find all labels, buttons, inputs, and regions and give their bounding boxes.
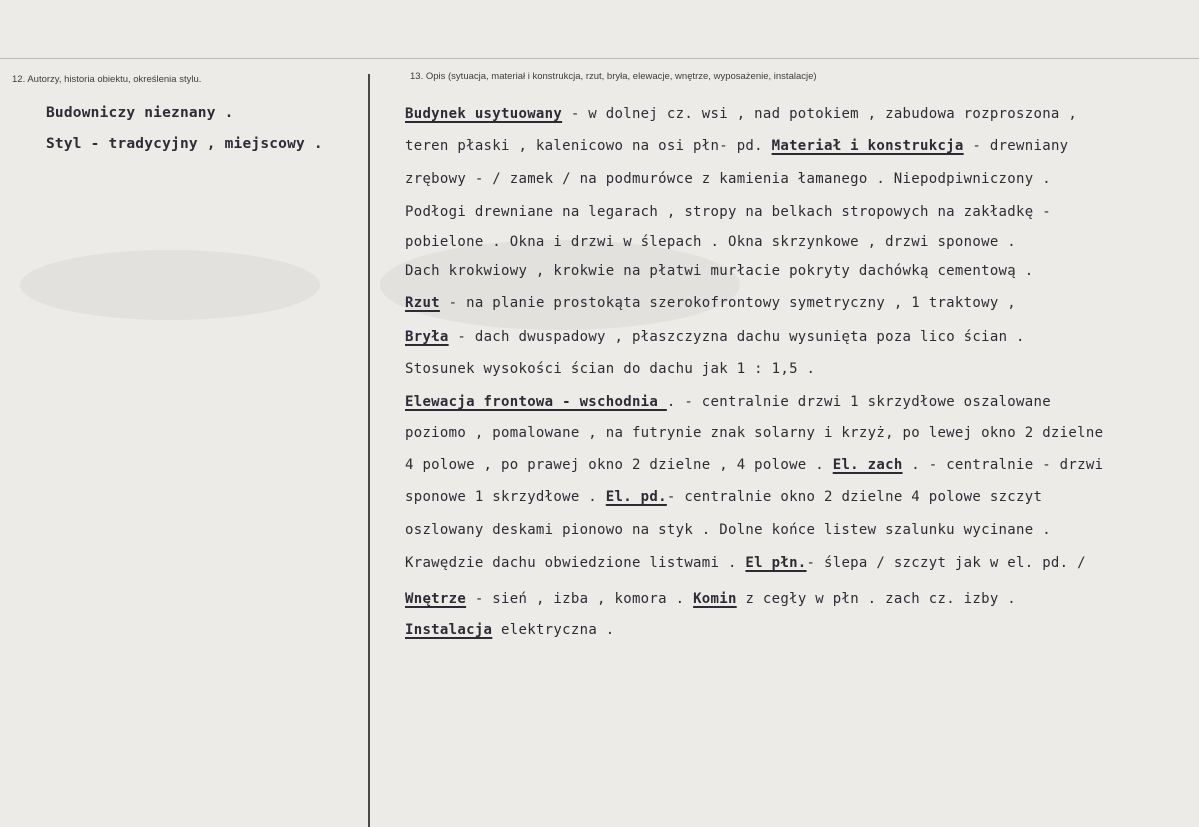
description-line: Podłogi drewniane na legarach , stropy na belkach stropowych na zakładkę - <box>405 204 1051 220</box>
heading-location: Budynek usytuowany <box>405 106 563 122</box>
description-line: pobielone . Okna i drzwi w ślepach . Okna skrzynkowe , drzwi sponowe . <box>405 234 1017 250</box>
text: 4 polowe , po prawej okno 2 dzielne , 4 polowe . <box>405 457 833 473</box>
heading-chimney: Komin <box>693 591 737 607</box>
description-line <box>405 622 615 638</box>
builder-line: Budowniczy nieznany . <box>46 105 234 121</box>
top-rule <box>0 58 1199 59</box>
heading-north-elevation: El płn. <box>745 555 807 571</box>
heading-massing: Bryła <box>405 329 449 345</box>
text: - w dolnej cz. wsi , nad potokiem , zabudowa rozproszona , <box>562 106 1078 122</box>
text: elektryczna . <box>492 622 615 638</box>
description-line <box>405 555 1086 571</box>
description-line <box>405 457 1103 473</box>
column-divider <box>368 74 370 827</box>
description-line <box>405 489 1042 505</box>
description-line <box>405 591 1016 607</box>
text: z cegły w płn . zach cz. izby . <box>736 591 1017 607</box>
text: - drewniany <box>963 138 1069 154</box>
description-line <box>405 329 1025 345</box>
heading-front-elevation: Elewacja frontowa - wschodnia <box>405 394 667 410</box>
text: teren płaski , kalenicowo na osi płn- pd. <box>405 138 772 154</box>
description-line: Stosunek wysokości ścian do dachu jak 1 : 1,5 . <box>405 361 816 377</box>
heading-material: Materiał i konstrukcja <box>771 138 964 154</box>
text: . - centralnie drzwi 1 skrzydłowe oszalowane <box>666 394 1051 410</box>
description-line: poziomo , pomalowane , na futrynie znak solarny i krzyż, po lewej okno 2 dzielne <box>405 425 1104 441</box>
section-12-header: 12. Autorzy, historia obiektu, określenia stylu. <box>12 74 202 85</box>
text: - dach dwuspadowy , płaszczyzna dachu wysunięta poza lico ścian . <box>448 329 1025 345</box>
style-line: Styl - tradycyjny , miejscowy . <box>46 136 323 152</box>
text: sponowe 1 skrzydłowe . <box>405 489 606 505</box>
description-line <box>405 394 1051 410</box>
section-13-header: 13. Opis (sytuacja, materiał i konstrukcja, rzut, bryła, elewacje, wnętrze, wyposażenie, instalacje) <box>410 71 817 82</box>
heading-interior: Wnętrze <box>405 591 467 607</box>
smudge <box>20 250 320 320</box>
smudge <box>380 240 740 330</box>
text: - centralnie okno 2 dzielne 4 polowe szczyt <box>666 489 1043 505</box>
text: - na planie prostokąta szerokofrontowy symetryczny , 1 traktowy , <box>439 295 1017 311</box>
description-line <box>405 295 1016 311</box>
text: - ślepa / szczyt jak w el. pd. / <box>806 555 1086 571</box>
text: . - centralnie - drzwi <box>902 457 1104 473</box>
heading-installation: Instalacja <box>405 622 493 638</box>
description-line: Dach krokwiowy , krokwie na płatwi murłacie pokryty dachówką cementową . <box>405 263 1034 279</box>
heading-south-elevation: El. pd. <box>605 489 667 505</box>
description-line: zrębowy - / zamek / na podmurówce z kamienia łamanego . Niepodpiwniczony . <box>405 171 1051 187</box>
text: - sień , izba , komora . <box>466 591 694 607</box>
text: Krawędzie dachu obwiedzione listwami . <box>405 555 746 571</box>
description-line: oszlowany deskami pionowo na styk . Dolne końce listew szalunku wycinane . <box>405 522 1051 538</box>
description-line <box>405 106 1077 122</box>
heading-plan: Rzut <box>405 295 440 311</box>
heading-west-elevation: El. zach <box>832 457 903 473</box>
description-line <box>405 138 1068 154</box>
